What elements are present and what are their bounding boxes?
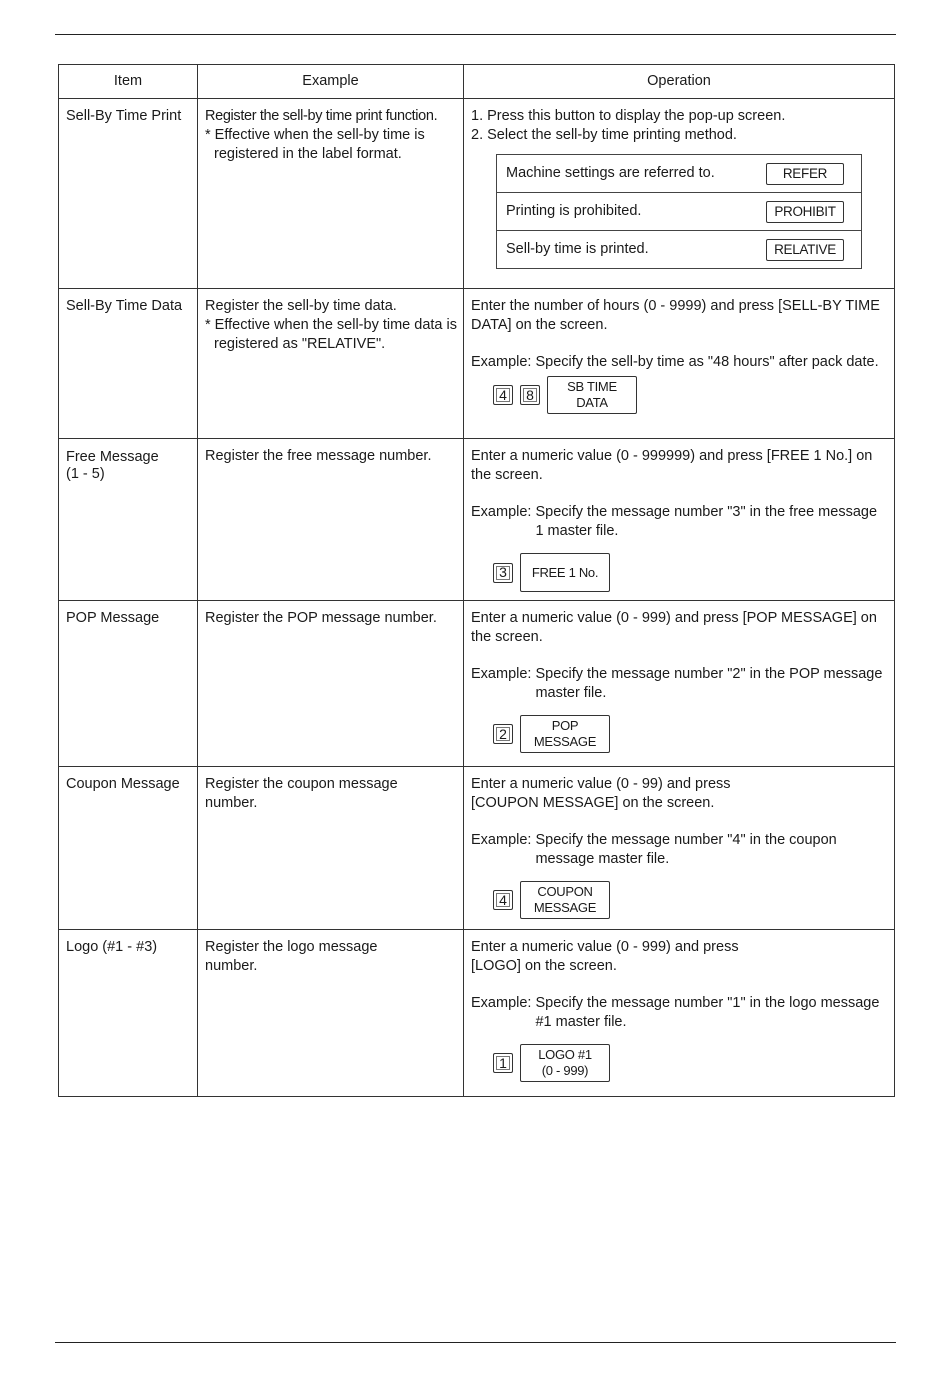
popup-screen (496, 154, 862, 269)
example-note: * Effective when the sell-by time data is registered as "RELATIVE". (205, 317, 457, 352)
operation-cell (464, 930, 895, 1097)
button-line: MESSAGE (533, 900, 597, 915)
example-description: Specify the sell-by time as "48 hours" after pack date. (535, 354, 879, 370)
item-cell (59, 930, 198, 1097)
table-row (59, 930, 895, 1097)
top-rule (55, 34, 896, 35)
example-line (471, 353, 888, 372)
key-sequence (493, 715, 888, 753)
operation-text: Enter a numeric value (0 - 99) and press [COUPON MESSAGE] on the screen. (471, 776, 731, 811)
operation-cell (464, 767, 895, 930)
example-cell (198, 439, 464, 601)
popup-option-label: Sell-by time is printed. (506, 241, 649, 257)
example-cell (198, 289, 464, 439)
item-cell (59, 767, 198, 930)
numeric-key-2[interactable]: 2 (493, 724, 513, 744)
popup-option-label: Printing is prohibited. (506, 203, 642, 219)
button-line: DATA (576, 395, 608, 410)
operation-text: Enter the number of hours (0 - 9999) and press [SELL-BY TIME DATA] on the screen. (471, 298, 880, 333)
operation-cell (464, 601, 895, 767)
button-line: POP (551, 718, 579, 733)
logo-1-button[interactable] (520, 1044, 610, 1082)
numeric-key-4[interactable]: 4 (493, 890, 513, 910)
example-note: * Effective when the sell-by time is registered in the label format. (205, 127, 425, 162)
operation-cell (464, 99, 895, 289)
popup-option-refer (497, 155, 861, 192)
item-cell (59, 99, 198, 289)
button-line: SB TIME (567, 379, 617, 394)
header-item: Item (59, 65, 198, 99)
example-description: Specify the message number "2" in the POP message master file. (535, 666, 883, 701)
example-label: Example: (471, 832, 532, 848)
example-text: Register the logo message number. (205, 939, 378, 974)
example-label: Example: (471, 666, 532, 682)
operation-text: Enter a numeric value (0 - 999) and press [POP MESSAGE] on the screen. (471, 610, 877, 645)
button-line: FREE 1 No. (531, 564, 599, 580)
header-example: Example (198, 65, 464, 99)
example-text: Register the sell-by time data. (205, 298, 397, 314)
example-description: Specify the message number "4" in the coupon message master file. (535, 832, 837, 867)
example-cell (198, 767, 464, 930)
item-cell (59, 601, 198, 767)
table-row (59, 289, 895, 439)
popup-option-relative (497, 230, 861, 268)
header-operation: Operation (464, 65, 895, 99)
operation-step-1: 1. Press this button to display the pop-up screen. (471, 108, 786, 124)
button-line: LOGO #1 (538, 1047, 592, 1062)
example-cell (198, 99, 464, 289)
free-1-no-button[interactable] (520, 553, 610, 592)
example-line (471, 994, 888, 1032)
table-row (59, 601, 895, 767)
item-cell (59, 289, 198, 439)
sb-time-data-button[interactable] (547, 376, 637, 414)
example-label: Example: (471, 504, 532, 520)
item-label: Sell-By Time Print (66, 108, 182, 124)
operation-text: Enter a numeric value (0 - 999999) and press [FREE 1 No.] on the screen. (471, 448, 873, 483)
operation-step-2: 2. Select the sell-by time printing method. (471, 127, 737, 143)
button-line: (0 - 999) (541, 1063, 589, 1078)
item-label: Coupon Message (66, 776, 180, 792)
key-sequence (493, 881, 888, 919)
key-sequence (493, 1044, 888, 1082)
numeric-key-3[interactable]: 3 (493, 563, 513, 583)
item-label: Free Message (66, 449, 159, 465)
table-row (59, 439, 895, 601)
example-label: Example: (471, 995, 532, 1011)
operation-text: Enter a numeric value (0 - 999) and press [LOGO] on the screen. (471, 939, 739, 974)
key-sequence (493, 376, 888, 414)
example-line (471, 503, 888, 541)
item-cell (59, 439, 198, 601)
example-label: Example: (471, 354, 532, 370)
table-row (59, 99, 895, 289)
example-text: Register the coupon message number. (205, 776, 398, 811)
key-sequence (493, 553, 888, 592)
relative-button[interactable]: RELATIVE (766, 239, 844, 261)
example-line (471, 831, 888, 869)
bottom-rule (55, 1342, 896, 1343)
example-text: Register the POP message number. (205, 610, 437, 626)
pop-message-button[interactable] (520, 715, 610, 753)
settings-table (58, 64, 895, 1097)
item-label: Sell-By Time Data (66, 298, 183, 314)
table-row (59, 767, 895, 930)
table-header-row (59, 65, 895, 99)
popup-option-prohibit (497, 192, 861, 230)
example-description: Specify the message number "3" in the free message 1 master file. (535, 504, 878, 539)
prohibit-button[interactable]: PROHIBIT (766, 201, 844, 223)
example-description: Specify the message number "1" in the logo message #1 master file. (535, 995, 880, 1030)
operation-cell (464, 289, 895, 439)
item-label: Logo (#1 - #3) (66, 939, 158, 955)
popup-option-label: Machine settings are referred to. (506, 165, 715, 181)
item-label: POP Message (66, 610, 160, 626)
numeric-key-8[interactable]: 8 (520, 385, 540, 405)
example-cell (198, 930, 464, 1097)
example-text: Register the free message number. (205, 448, 432, 464)
numeric-key-4[interactable]: 4 (493, 385, 513, 405)
coupon-message-button[interactable] (520, 881, 610, 919)
example-text: Register the sell-by time print function. (205, 108, 438, 124)
numeric-key-1[interactable]: 1 (493, 1053, 513, 1073)
example-cell (198, 601, 464, 767)
button-line: COUPON (537, 884, 593, 899)
item-range: (1 - 5) (66, 466, 105, 482)
button-line: MESSAGE (533, 734, 597, 749)
example-line (471, 665, 888, 703)
refer-button[interactable]: REFER (766, 163, 844, 185)
operation-cell (464, 439, 895, 601)
